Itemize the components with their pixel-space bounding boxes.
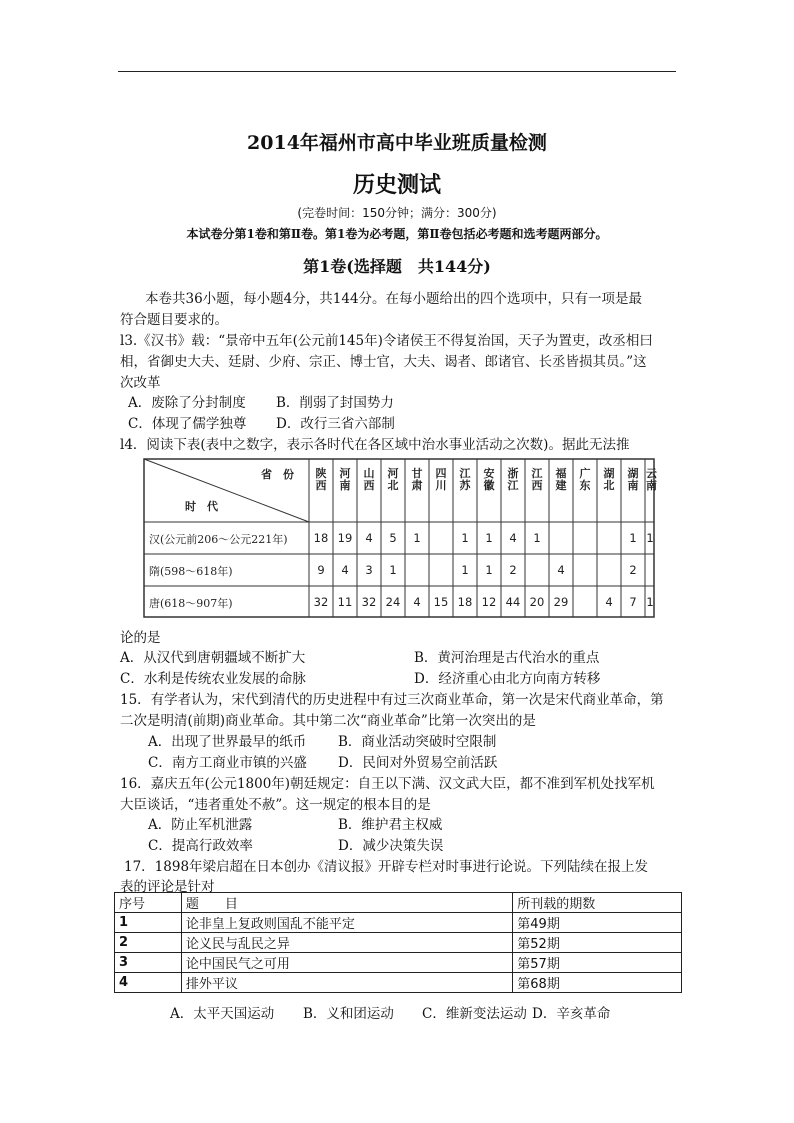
era-label: 隋(598～618年) [149, 565, 233, 578]
table-cell: 7 [629, 595, 637, 609]
province-header: 四川 [435, 467, 447, 492]
water-works-table [143, 458, 655, 618]
intro-line-2: 符合题目要求的。 [120, 312, 228, 328]
table-row [115, 973, 682, 993]
header-province-label: 省 份 [261, 468, 294, 481]
q16-line-1: 16．嘉庆五年(公元1800年)朝廷规定：自王以下满、汉文武大臣，都不准到军机处找军机 [120, 776, 655, 792]
table-cell: 4 [557, 563, 565, 577]
table-cell: 1 [629, 531, 637, 545]
era-label: 唐(618～907年) [149, 597, 233, 610]
table-cell: 24 [385, 595, 401, 609]
q13-option-c: C．体现了儒学独尊 [128, 416, 247, 432]
q17-option-a: A．太平天国运动 [170, 1006, 275, 1022]
table-cell: 3 [115, 953, 182, 973]
table-cell: 44 [505, 595, 521, 609]
q14-option-c: C．水利是传统农业发展的命脉 [120, 671, 306, 687]
province-header: 河北 [387, 467, 399, 492]
table-cell: 9 [317, 563, 325, 577]
q14-option-a: A．从汉代到唐朝疆域不断扩大 [120, 650, 306, 666]
province-header: 福建 [555, 467, 567, 492]
table-cell: 4 [341, 563, 349, 577]
q17-option-b: B．义和团运动 [303, 1006, 394, 1022]
table-row [115, 913, 682, 933]
header-cell: 题 目 [181, 893, 512, 913]
table-cell: 4 [365, 531, 373, 545]
header-era-label: 时 代 [185, 500, 218, 513]
q15-option-b: B．商业活动突破时空限制 [338, 734, 497, 750]
q13-line-3: 次改革 [120, 375, 161, 391]
q16-option-b: B．维护君主权威 [338, 817, 443, 833]
table-row [115, 953, 682, 973]
table-cell: 1 [461, 563, 469, 577]
table-cell: 32 [361, 595, 377, 609]
table-cell: 20 [529, 595, 545, 609]
table-cell: 1 [646, 531, 654, 545]
q16-line-2: 大臣谈话，“违者重处不赦”。这一规定的根本目的是 [120, 797, 431, 813]
province-header: 河南 [339, 467, 351, 492]
q17-line-1: 17．1898年梁启超在日本创办《清议报》开辟专栏对时事进行论说。下列陆续在报上发 [124, 859, 649, 875]
table-cell: 19 [337, 531, 353, 545]
q14-option-d: D．经济重心由北方向南方转移 [414, 671, 601, 687]
table-cell: 18 [313, 531, 329, 545]
commentary-table [114, 892, 682, 993]
q15-option-a: A．出现了世界最早的纸币 [148, 734, 307, 750]
province-header: 江苏 [459, 467, 471, 492]
table-cell: 1 [115, 913, 182, 933]
table-cell: 1 [413, 531, 421, 545]
table-cell: 论非皇上复政则国乱不能平定 [181, 913, 512, 933]
table-cell: 1 [646, 595, 654, 609]
q14-option-b: B．黄河治理是古代治水的重点 [414, 650, 600, 666]
table-header-row [115, 893, 682, 913]
table-cell: 第57期 [513, 953, 682, 973]
q16-option-d: D．减少决策失误 [338, 838, 444, 854]
q15-option-c: C．南方工商业市镇的兴盛 [148, 755, 307, 771]
province-header: 云南 [646, 467, 657, 492]
table-cell: 29 [553, 595, 569, 609]
era-label: 汉(公元前206～公元221年) [149, 533, 288, 546]
section-title: 第1卷(选择题 共144分) [303, 257, 491, 276]
table-cell: 12 [481, 595, 497, 609]
time-note: (完卷时间：150分钟；满分：300分) [297, 206, 497, 220]
q15-option-d: D．民间对外贸易空前活跃 [338, 755, 498, 771]
province-header: 甘肃 [411, 467, 423, 492]
table-cell: 2 [115, 933, 182, 953]
table-cell: 1 [389, 563, 397, 577]
table-cell: 4 [605, 595, 613, 609]
q16-option-c: C．提高行政效率 [148, 838, 253, 854]
province-header: 湖北 [603, 467, 615, 492]
table-cell: 15 [433, 595, 449, 609]
table-cell: 1 [485, 563, 493, 577]
q13-option-a: A．废除了分封制度 [128, 395, 246, 411]
province-header: 湖南 [627, 467, 639, 492]
q13-line-1: l3.《汉书》载：“景帝中五年(公元前145年)令诸侯王不得复治国，天子为置吏，改丞相曰 [120, 333, 653, 349]
table-cell: 2 [629, 563, 637, 577]
table-cell: 1 [485, 531, 493, 545]
q17-option-c: C．维新变法运动 [422, 1006, 527, 1022]
table-cell: 4 [413, 595, 421, 609]
q13-line-2: 相，省御史大夫、廷尉、少府、宗正、博士官，大夫、谒者、郎诸官、长丞皆损其员。”这 [120, 354, 647, 370]
province-header: 山西 [363, 467, 375, 492]
table-cell: 论义民与乱民之异 [181, 933, 512, 953]
exam-subtitle: 历史测试 [352, 172, 441, 198]
top-rule [118, 71, 676, 72]
q15-line-1: 15．有学者认为，宋代到清代的历史进程中有过三次商业革命，第一次是宋代商业革命，第 [120, 692, 664, 708]
q17-option-d: D．辛亥革命 [532, 1006, 611, 1022]
table-cell: 第68期 [513, 973, 682, 993]
province-header: 广东 [579, 467, 591, 492]
province-header: 浙江 [507, 467, 519, 492]
structure-note: 本试卷分第1卷和第Ⅱ卷。第1卷为必考题，第Ⅱ卷包括必考题和选考题两部分。 [186, 227, 608, 241]
q15-line-2: 二次是明清(前期)商业革命。其中第二次“商业革命”比第一次突出的是 [120, 713, 536, 729]
table-cell: 3 [365, 563, 373, 577]
table-cell: 1 [461, 531, 469, 545]
table-row [115, 933, 682, 953]
table-cell: 2 [509, 563, 517, 577]
q14-line-1: l4．阅读下表(表中之数字，表示各时代在各区域中治水事业活动之次数)。据此无法推 [120, 437, 630, 453]
exam-title: 2014年福州市高中毕业班质量检测 [247, 132, 547, 154]
table-cell: 4 [115, 973, 182, 993]
header-cell: 序号 [115, 893, 182, 913]
q13-option-b: B．削弱了封国势力 [276, 395, 394, 411]
province-header: 陕西 [315, 467, 327, 492]
table-cell: 论中国民气之可用 [181, 953, 512, 973]
q16-option-a: A．防止军机泄露 [148, 817, 253, 833]
table-cell: 18 [457, 595, 473, 609]
province-header: 江西 [531, 467, 543, 492]
q13-option-d: D．改行三省六部制 [276, 416, 395, 432]
header-cell: 所刊载的期数 [513, 893, 682, 913]
table-cell: 第52期 [513, 933, 682, 953]
table-cell: 排外平议 [181, 973, 512, 993]
table-cell: 32 [313, 595, 329, 609]
table-cell: 1 [533, 531, 541, 545]
intro-line-1: 本卷共36小题，每小题4分，共144分。在每小题给出的四个选项中，只有一项是最 [145, 291, 643, 307]
q17-line-2: 表的评论是针对 [120, 879, 215, 895]
table-cell: 5 [389, 531, 397, 545]
table-cell: 第49期 [513, 913, 682, 933]
table-cell: 4 [509, 531, 517, 545]
q14-line-2: 论的是 [120, 630, 161, 646]
table-cell: 11 [337, 595, 353, 609]
province-header: 安徽 [483, 467, 495, 492]
